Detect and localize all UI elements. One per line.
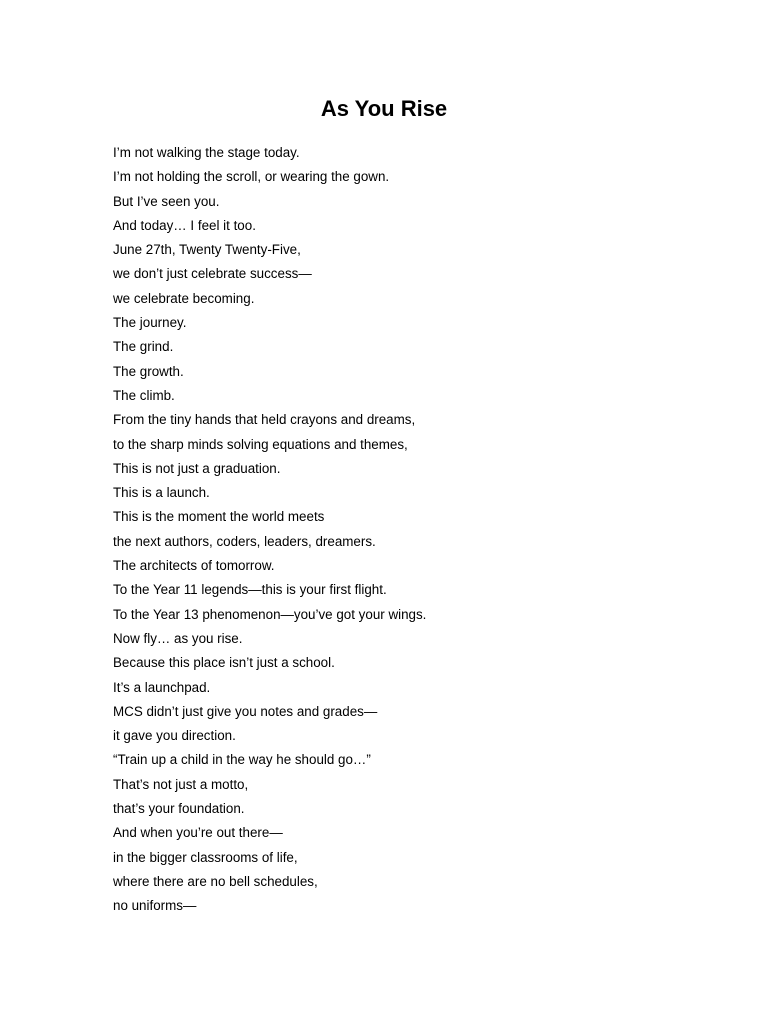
poem-line: June 27th, Twenty Twenty-Five, [113,242,301,258]
poem-line: To the Year 11 legends—this is your first flight. [113,582,387,598]
poem-line: It’s a launchpad. [113,679,211,695]
poem-line: That’s not just a motto, [113,776,249,792]
poem-line: And when you’re out there— [113,825,283,841]
poem-line: This is not just a graduation. [113,460,281,476]
poem-line: MCS didn’t just give you notes and grades— [113,703,378,719]
poem-line: no uniforms— [113,898,197,914]
poem-line: we don’t just celebrate success— [113,266,312,282]
poem-line: I’m not walking the stage today. [113,145,300,160]
poem-line: But I’ve seen you. [113,193,220,209]
poem-line: The journey. [113,315,187,331]
poem-line: This is a launch. [113,485,210,501]
poem-line: we celebrate becoming. [113,290,255,306]
poem-line: The growth. [113,363,184,379]
poem-line: that’s your foundation. [113,801,245,817]
poem-line: Now fly… as you rise. [113,630,243,646]
poem-line: to the sharp minds solving equations and themes, [113,436,408,452]
poem-line: Because this place isn’t just a school. [113,655,335,671]
poem-line: The climb. [113,387,175,403]
poem-line: it gave you direction. [113,728,236,744]
poem-line: the next authors, coders, leaders, dreamers. [113,533,376,549]
poem-line: in the bigger classrooms of life, [113,849,298,865]
poem-body [113,141,673,919]
poem-title: As You Rise [320,96,448,121]
poem-line: And today… I feel it too. [113,217,256,233]
poem-line: “Train up a child in the way he should go…” [113,752,371,768]
poem-line: The grind. [113,339,174,355]
poem-line: From the tiny hands that held crayons and dreams, [113,412,416,428]
poem-line: This is the moment the world meets [113,509,325,525]
poem-line: The architects of tomorrow. [113,558,275,574]
poem-line: I’m not holding the scroll, or wearing the gown. [113,169,390,185]
poem-line: To the Year 13 phenomenon—you’ve got your wings. [113,606,427,622]
poem-line: where there are no bell schedules, [113,873,318,889]
